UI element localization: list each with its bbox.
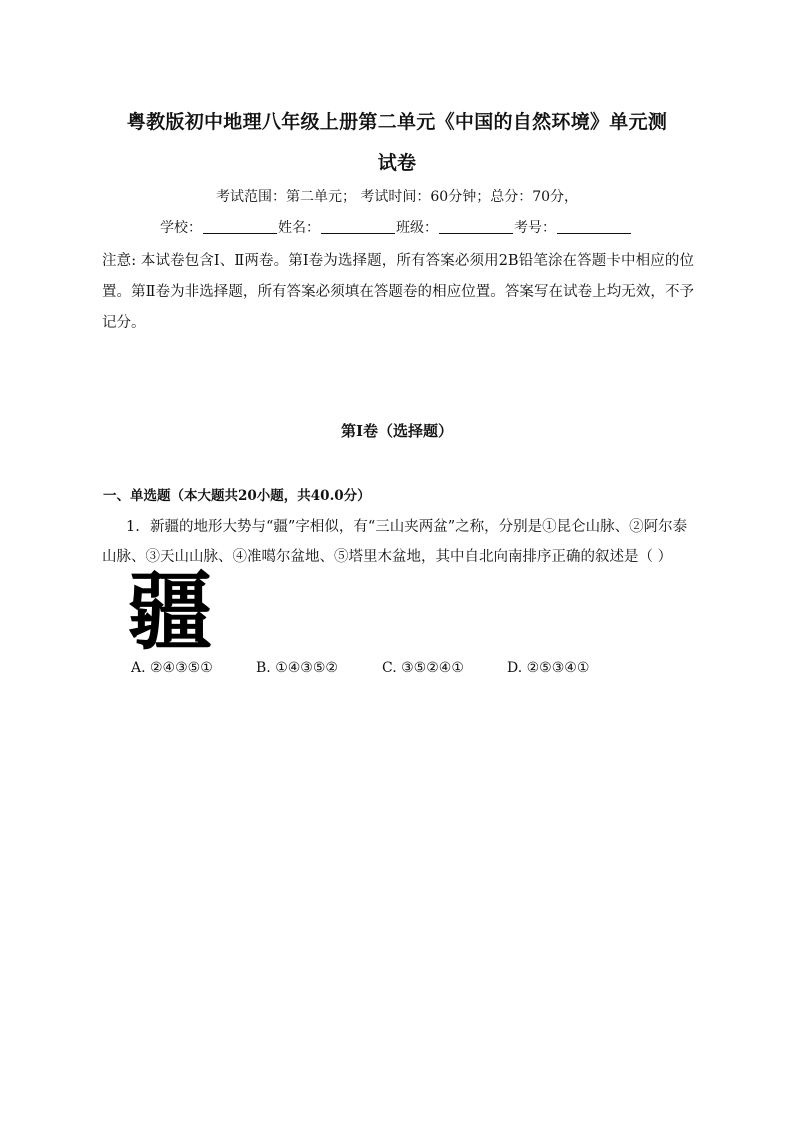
- option-a: A. ②④③⑤①: [131, 660, 213, 676]
- jiang-character-figure: 疆: [128, 562, 213, 661]
- question-number: 1.: [126, 519, 140, 535]
- class-label: 班级：: [396, 220, 438, 236]
- exam-title-line-2: 试卷: [377, 152, 417, 174]
- section-title: 第Ⅰ卷（选择题）: [340, 422, 454, 440]
- notice-paragraph: 注意: 本试卷包含Ⅰ、Ⅱ两卷。第Ⅰ卷为选择题，所有答案必须用2B铅笔涂在答题卡中相应的位置。第Ⅱ卷为非选择题，所有答案必须填在答题卷的相应位置。答案写在试卷上均无效，不予记分。: [102, 253, 694, 331]
- school-blank: [203, 219, 277, 234]
- option-b: B. ①④③⑤②: [256, 660, 338, 676]
- part-one-heading: 一、单选题（本大题共20小题，共40.0分）: [103, 488, 371, 504]
- student-info-line: [160, 217, 632, 237]
- name-blank: [321, 219, 395, 234]
- exam-no-blank: [557, 219, 631, 234]
- option-d: D. ②⑤③④①: [507, 660, 590, 676]
- option-c: C. ③⑤②④①: [382, 660, 464, 676]
- class-blank: [439, 219, 513, 234]
- school-label: 学校：: [160, 220, 202, 236]
- exam-title-line-1: 粤教版初中地理八年级上册第二单元《中国的自然环境》单元测: [126, 111, 668, 133]
- question-text: 新疆的地形大势与“疆”字相似，有“三山夹两盆”之称，分别是①昆仑山脉、②阿尔泰山脉、③天山山脉、④准噶尔盆地、⑤塔里木盆地，其中自北向南排序正确的叙述是（ ）: [102, 519, 688, 565]
- exam-info: 考试范围：第二单元； 考试时间：60分钟；总分：70分，: [215, 189, 579, 205]
- name-label: 姓名：: [278, 220, 320, 236]
- exam-no-label: 考号：: [514, 220, 556, 236]
